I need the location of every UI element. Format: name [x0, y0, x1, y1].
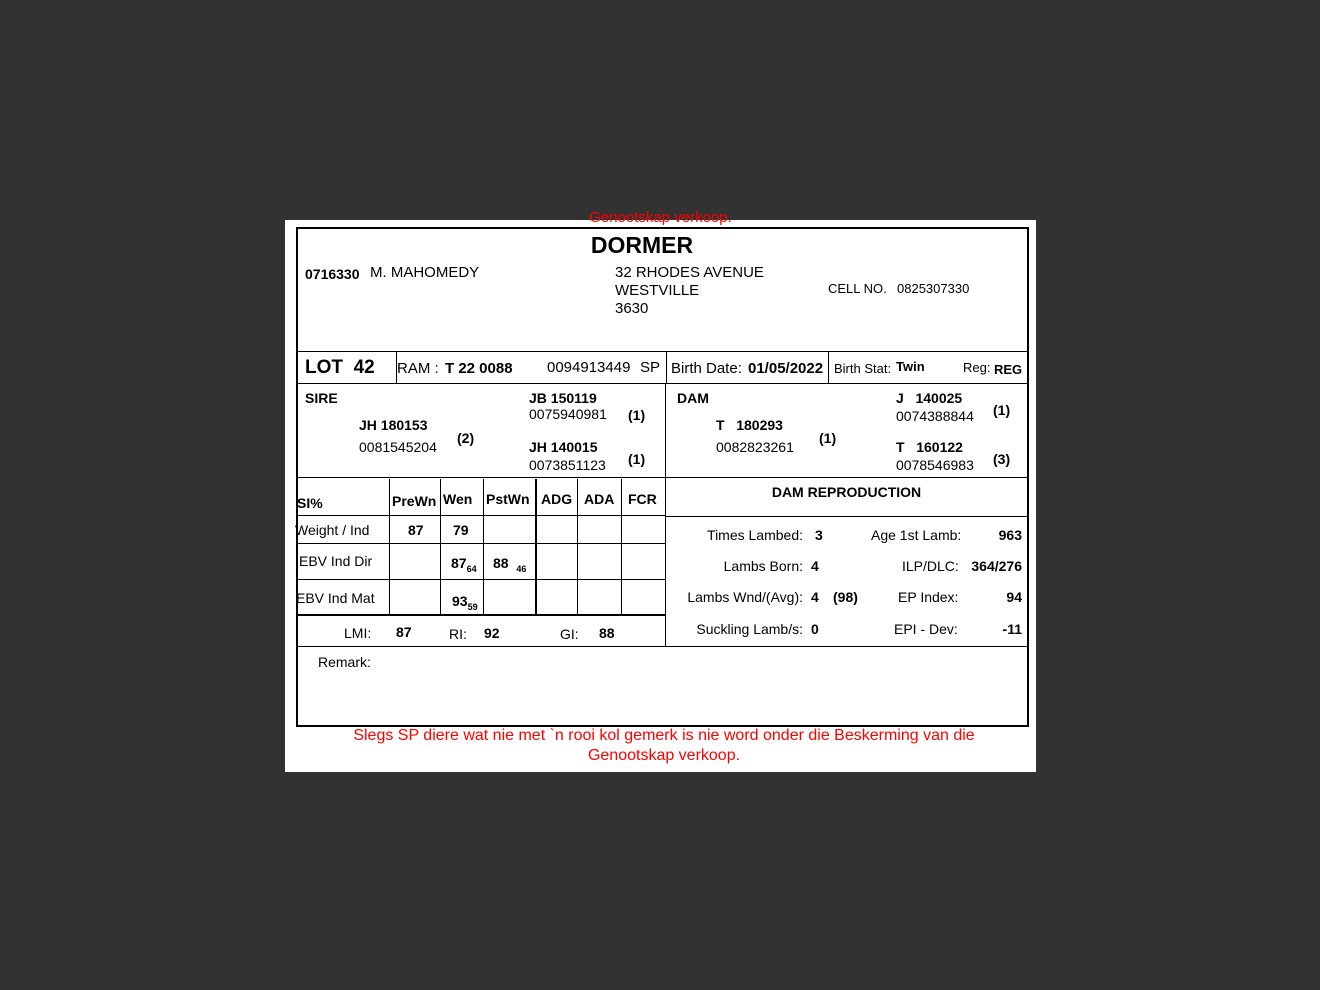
breed-title: DORMER — [590, 232, 694, 258]
suckling-value: 0 — [811, 621, 819, 637]
sire-dam-number: 0073851123 — [529, 457, 606, 473]
age-first-lamb-label: Age 1st Lamb: — [871, 527, 962, 543]
top-notice-cut: Genootskap verkoop. — [589, 209, 732, 226]
header-si: SI% — [297, 495, 323, 511]
gi-value: 88 — [599, 625, 615, 641]
gi-label: GI: — [560, 626, 579, 642]
divider-col-wen — [483, 479, 484, 615]
divider-perf-row1 — [296, 543, 666, 544]
header-ada: ADA — [584, 491, 615, 507]
divider-perf-bottom — [296, 614, 666, 616]
sire-count: (2) — [457, 430, 475, 446]
row-ebv-dir-pstwn: 88 $_{46}$ — [493, 555, 527, 574]
divider-remark-top — [296, 646, 1028, 647]
epi-dev-value: -11 — [1002, 621, 1022, 637]
lot-card-page — [285, 209, 1036, 772]
sire-id: JH 180153 — [359, 417, 428, 433]
epi-dev-label: EPI - Dev: — [894, 621, 958, 637]
divider-col-adg — [577, 479, 578, 615]
row-weight-wen: 79 — [453, 522, 469, 538]
reg-value: REG — [994, 362, 1023, 377]
divider-col-pstwn — [535, 479, 537, 615]
ilp-dlc-value: 364/276 — [971, 558, 1022, 574]
row-weight-label: Weight / Ind — [295, 522, 370, 538]
reg-label: Reg: — [963, 360, 991, 375]
sire-sire-count: (1) — [628, 407, 646, 423]
lambs-born-value: 4 — [811, 558, 819, 574]
row-ebv-mat-label: EBV Ind Mat — [296, 590, 375, 606]
sire-number: 0081545204 — [359, 439, 437, 455]
lmi-label: LMI: — [344, 625, 372, 641]
header-wen: Wen — [443, 491, 473, 507]
row-weight-prewn: 87 — [408, 522, 424, 538]
lot-number: 42 — [353, 357, 375, 378]
times-lambed-label: Times Lambed: — [707, 527, 803, 543]
ri-value: 92 — [484, 625, 500, 641]
divider-perf-row2 — [296, 579, 666, 580]
dam-label: DAM — [677, 390, 709, 406]
dam-sire-count: (1) — [993, 402, 1011, 418]
lambs-weaned-label: Lambs Wnd/(Avg): — [687, 589, 803, 605]
row-ebv-dir-wen: $87_{64}$ — [451, 555, 477, 574]
ilp-dlc-label: ILP/DLC: — [902, 558, 959, 574]
sire-dam-count: (1) — [628, 451, 646, 467]
header-adg: ADG — [541, 491, 573, 507]
divider-birth-stat — [828, 351, 829, 383]
birth-date: 01/05/2022 — [748, 360, 824, 377]
ram-label: RAM : — [397, 360, 439, 377]
cell-label: CELL NO. — [828, 281, 887, 296]
cell-number: 0825307330 — [897, 281, 970, 296]
lot-label: LOT — [305, 357, 343, 378]
ram-number: 0094913449 — [547, 359, 631, 376]
ep-index-label: EP Index: — [898, 589, 959, 605]
divider-perf-header — [296, 515, 666, 516]
age-first-lamb-value: 963 — [998, 527, 1022, 543]
divider-lot-top — [296, 351, 1028, 352]
birth-date-label: Birth Date: — [671, 360, 742, 377]
header-prewn: PreWn — [392, 493, 437, 509]
footer-notice-line-1: Slegs SP diere wat nie met `n rooi kol gemerk is nie word onder die Beskerming van die — [353, 727, 975, 744]
header-fcr: FCR — [628, 491, 657, 507]
divider-col-ada — [621, 479, 622, 615]
suckling-label: Suckling Lamb/s: — [696, 621, 803, 637]
divider-ram-birth — [666, 351, 667, 383]
dam-dam-count: (3) — [993, 451, 1011, 467]
lambs-weaned-avg: (98) — [833, 589, 858, 605]
address-line-2: WESTVILLE — [615, 282, 700, 299]
dam-number: 0082823261 — [716, 439, 794, 455]
dam-repro-title: DAM REPRODUCTION — [771, 484, 922, 500]
row-ebv-dir-label: EBV Ind Dir — [299, 553, 373, 569]
header-pstwn: PstWn — [486, 491, 530, 507]
dam-sire-id: J 140025 — [896, 390, 963, 406]
owner-code: 0716330 — [305, 266, 360, 282]
ri-label: RI: — [449, 626, 467, 642]
row-ebv-mat-wen: $93_{59}$ — [452, 593, 478, 612]
birth-stat: Twin — [896, 359, 925, 374]
sire-sire-id: JB 150119 — [529, 390, 597, 406]
owner-name: M. MAHOMEDY — [370, 264, 480, 281]
remark-label: Remark: — [318, 654, 371, 670]
divider-pedigree-top — [296, 383, 1028, 384]
sire-sire-number: 0075940981 — [529, 406, 607, 422]
sire-dam-id: JH 140015 — [529, 439, 598, 455]
dam-id: T 180293 — [716, 417, 783, 433]
times-lambed-value: 3 — [815, 527, 823, 543]
divider-center — [665, 383, 666, 647]
dam-sire-number: 0074388844 — [896, 408, 974, 424]
birth-stat-label: Birth Stat: — [834, 361, 892, 376]
footer-notice-line-2: Genootskap verkoop. — [587, 747, 741, 764]
ram-id: T 22 0088 — [445, 360, 513, 377]
lot-number-cell — [305, 357, 375, 379]
lambs-born-label: Lambs Born: — [723, 558, 803, 574]
dam-dam-id: T 160122 — [896, 439, 963, 455]
address-line-3: 3630 — [615, 300, 649, 317]
lmi-value: 87 — [396, 624, 412, 640]
ram-status: SP — [640, 359, 661, 376]
ep-index-value: 94 — [1006, 589, 1022, 605]
sire-label: SIRE — [305, 390, 338, 406]
dam-dam-number: 0078546983 — [896, 457, 974, 473]
divider-performance-top — [296, 477, 1028, 478]
dam-count: (1) — [819, 430, 837, 446]
divider-col-si — [389, 479, 390, 615]
lambs-weaned-value: 4 — [811, 589, 819, 605]
divider-col-prewn — [440, 479, 441, 615]
divider-dam-repro-title — [665, 516, 1028, 517]
address-line-1: 32 RHODES AVENUE — [615, 264, 764, 281]
